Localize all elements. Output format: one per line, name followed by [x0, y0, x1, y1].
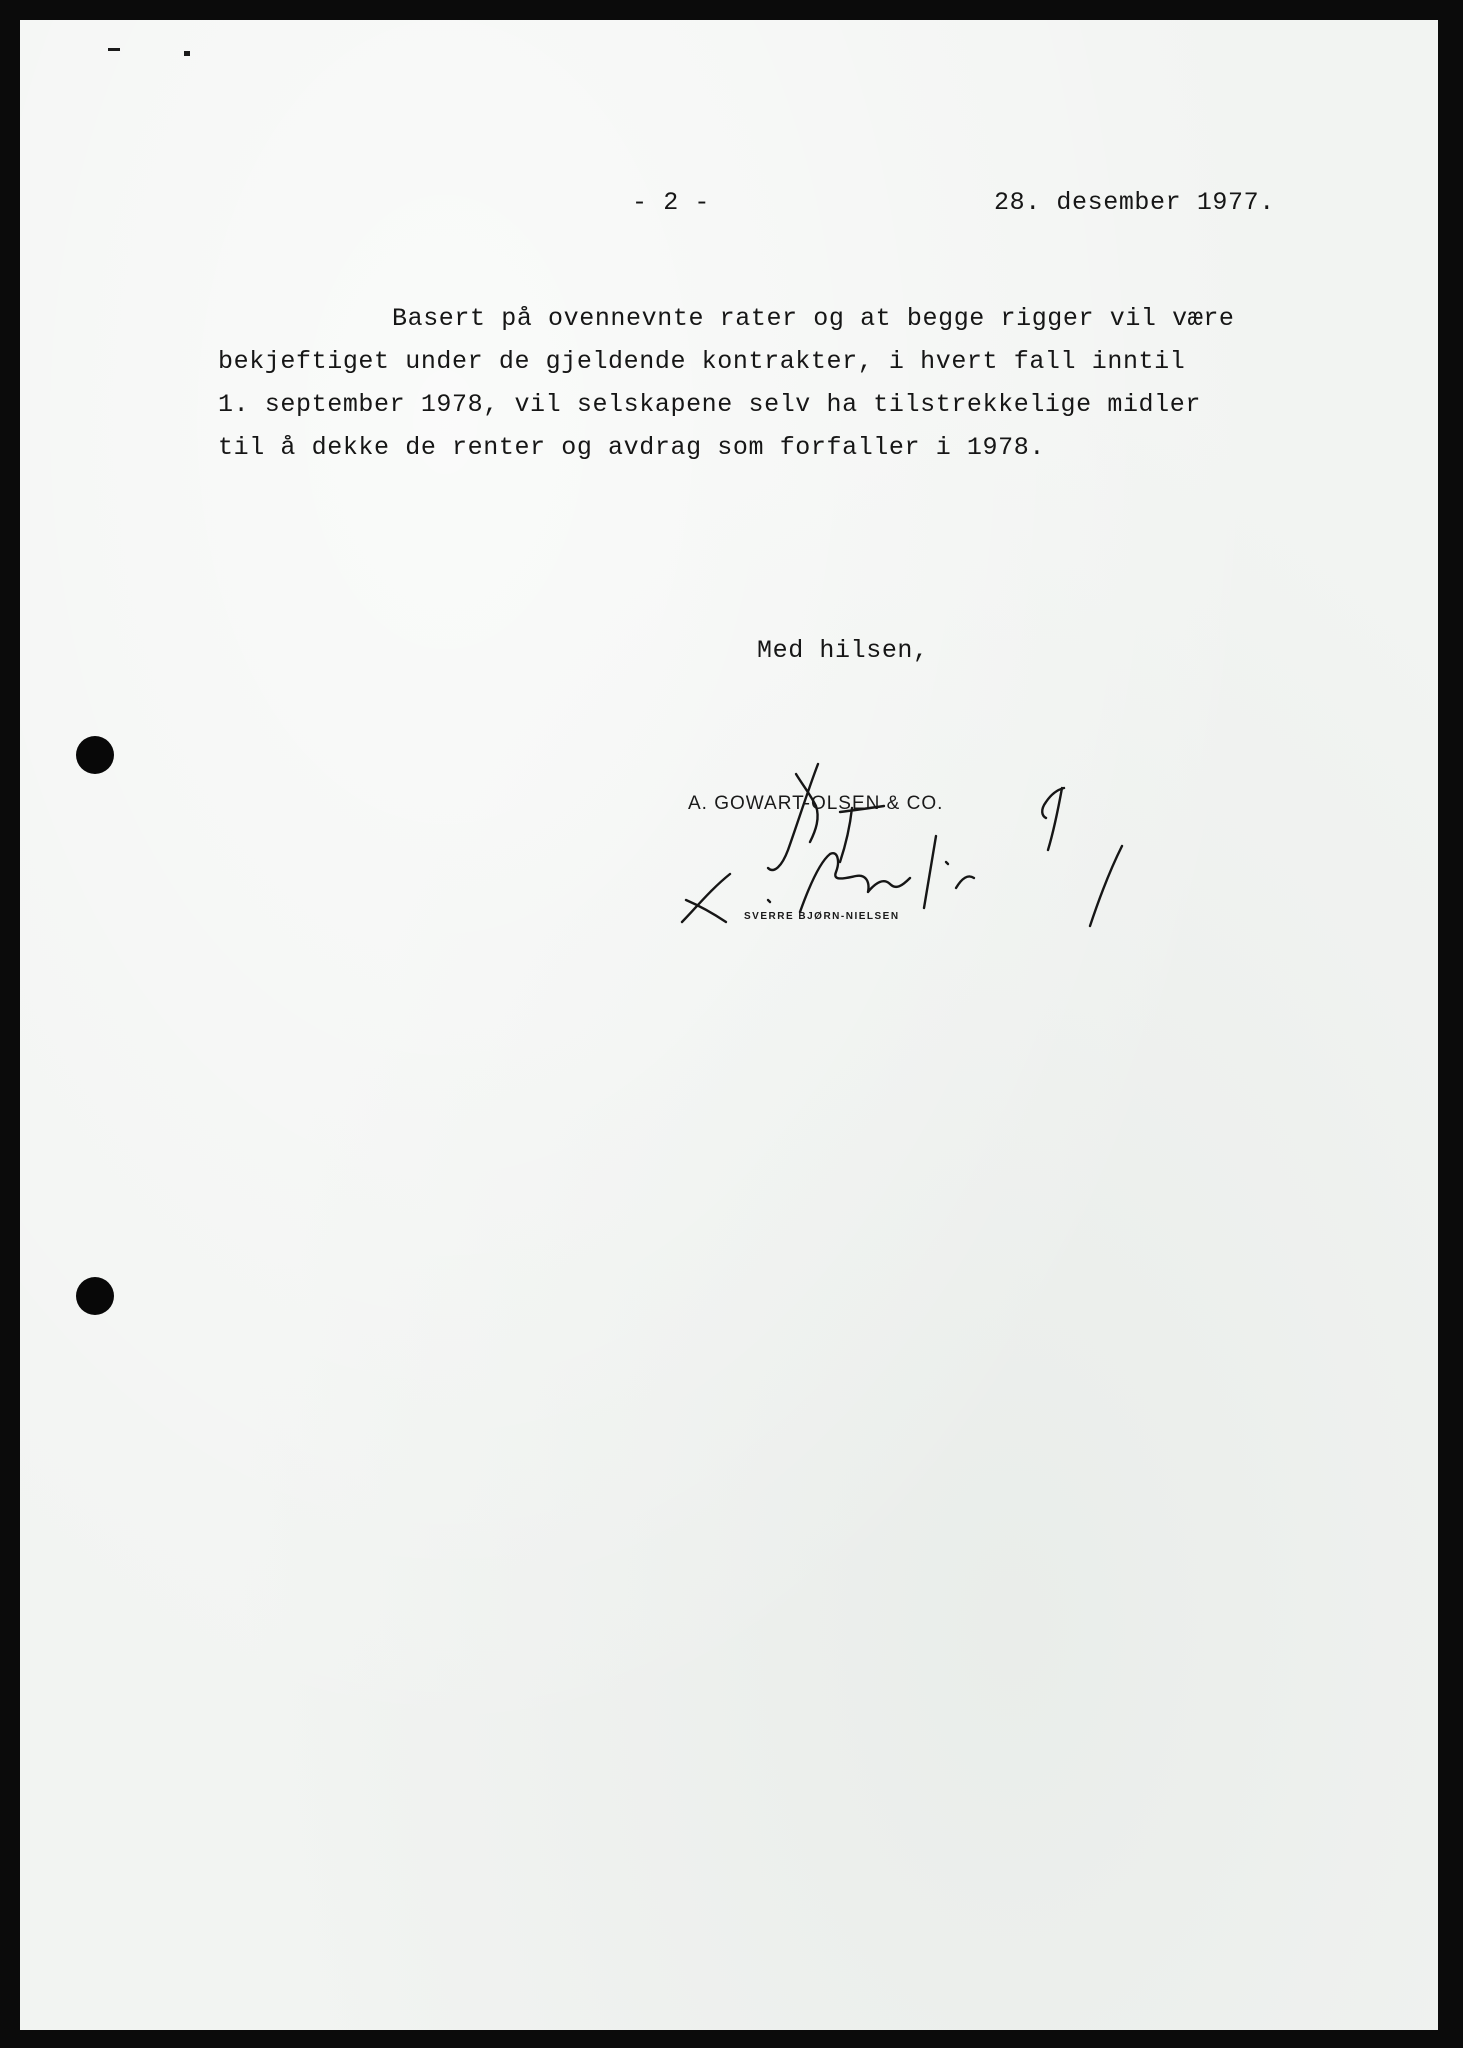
signature-scribble	[670, 750, 1140, 940]
company-stamp: A. GOWART-OLSEN & CO.	[688, 793, 944, 814]
ink-mark	[108, 48, 120, 51]
signatory-name: SVERRE BJØRN-NIELSEN	[744, 911, 900, 922]
punch-hole-upper	[76, 736, 114, 774]
body-line-4: til å dekke de renter og avdrag som forfaller i 1978.	[218, 433, 1045, 462]
body-line-3: 1. september 1978, vil selskapene selv ha tilstrekkelige midler	[218, 390, 1201, 419]
body-line-1: Basert på ovennevnte rater og at begge rigger vil være	[392, 304, 1235, 333]
body-line-2: bekjeftiget under de gjeldende kontrakter, i hvert fall inntil	[218, 347, 1186, 376]
ink-mark	[184, 51, 190, 56]
closing-salutation: Med hilsen,	[757, 636, 929, 665]
punch-hole-lower	[76, 1277, 114, 1315]
page-marker: - 2 -	[632, 188, 711, 217]
letter-date: 28. desember 1977.	[994, 188, 1275, 217]
